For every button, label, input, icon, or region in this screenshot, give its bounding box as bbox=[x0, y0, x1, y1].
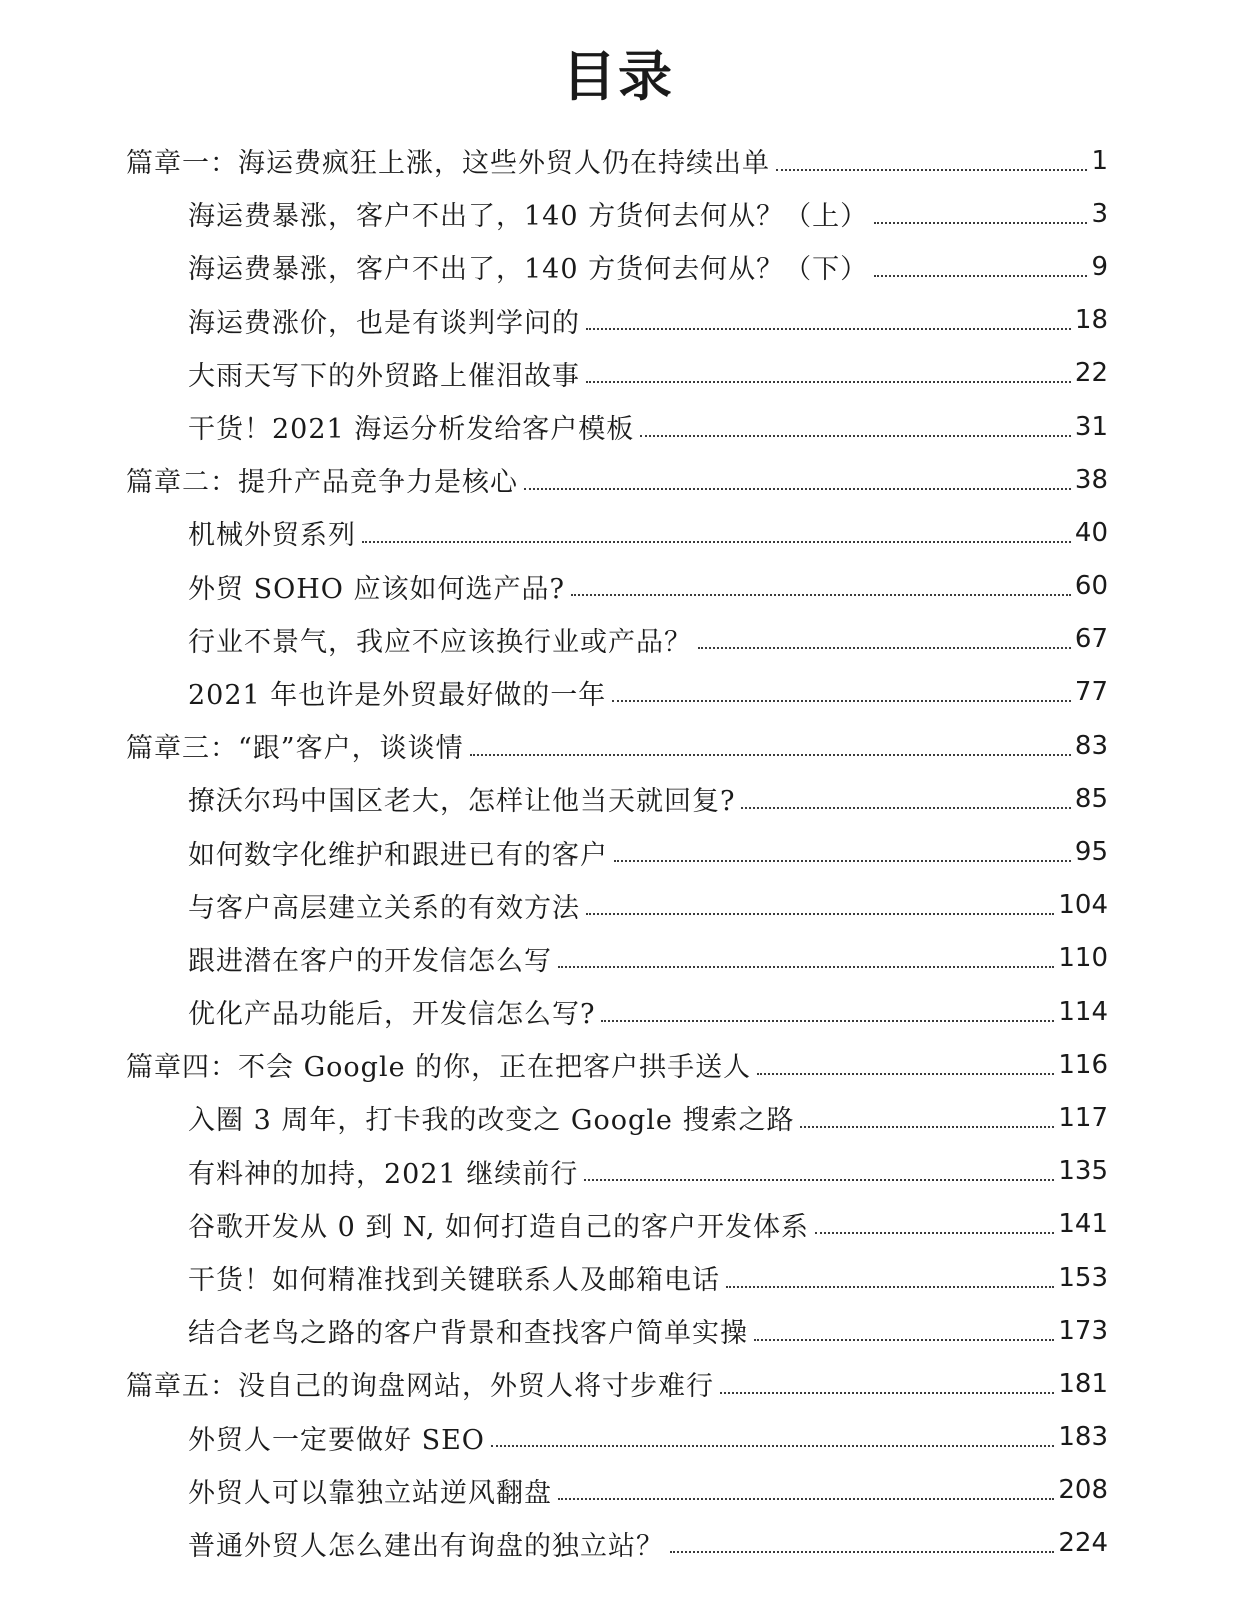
toc-entry-title: 篇章一：海运费疯狂上涨，这些外贸人仍在持续出单 bbox=[126, 148, 770, 180]
toc-page-number: 18 bbox=[1074, 305, 1108, 336]
toc-dot-leader bbox=[558, 966, 1054, 968]
toc-page-number: 3 bbox=[1091, 198, 1108, 229]
toc-chapter-entry[interactable] bbox=[0, 1357, 1236, 1410]
toc-entry-title: 谷歌开发从 0 到 N, 如何打造自己的客户开发体系 bbox=[188, 1211, 809, 1243]
toc-page-number: 9 bbox=[1091, 251, 1108, 282]
toc-entry-title: 机械外贸系列 bbox=[188, 520, 356, 552]
toc-page-number: 114 bbox=[1058, 996, 1108, 1027]
toc-entry-title: 外贸人一定要做好 SEO bbox=[188, 1424, 485, 1456]
toc-section-entry[interactable] bbox=[0, 1091, 1236, 1144]
toc-page-number: 60 bbox=[1074, 571, 1108, 602]
toc-section-entry[interactable] bbox=[0, 1304, 1236, 1357]
toc-section-entry[interactable] bbox=[0, 613, 1236, 666]
toc-entry-title: 普通外贸人怎么建出有询盘的独立站？ bbox=[188, 1530, 664, 1562]
toc-dot-leader bbox=[586, 913, 1054, 915]
toc-chapter-entry[interactable] bbox=[0, 719, 1236, 772]
toc-entry-title: 篇章三：“跟”客户，谈谈情 bbox=[126, 733, 464, 765]
toc-entry-title: 结合老鸟之路的客户背景和查找客户简单实操 bbox=[188, 1318, 748, 1350]
toc-dot-leader bbox=[874, 222, 1087, 224]
toc-dot-leader bbox=[815, 1232, 1054, 1234]
toc-page-number: 183 bbox=[1058, 1422, 1108, 1453]
toc-page-number: 95 bbox=[1074, 837, 1108, 868]
toc-section-entry[interactable] bbox=[0, 1198, 1236, 1251]
toc-section-entry[interactable] bbox=[0, 1464, 1236, 1517]
toc-page-number: 1 bbox=[1091, 145, 1108, 176]
toc-entry-title: 与客户高层建立关系的有效方法 bbox=[188, 892, 580, 924]
toc-entry-title: 入圈 3 周年，打卡我的改变之 Google 搜索之路 bbox=[188, 1105, 795, 1137]
toc-dot-leader bbox=[720, 1392, 1054, 1394]
toc-section-entry[interactable] bbox=[0, 985, 1236, 1038]
toc-entry-title: 干货！如何精准找到关键联系人及邮箱电话 bbox=[188, 1265, 720, 1297]
toc-entry-title: 外贸 SOHO 应该如何选产品? bbox=[188, 573, 565, 605]
toc-entry-title: 跟进潜在客户的开发信怎么写 bbox=[188, 945, 552, 977]
toc-section-entry[interactable] bbox=[0, 1251, 1236, 1304]
toc-dot-leader bbox=[558, 1498, 1054, 1500]
toc-entry-title: 2021 年也许是外贸最好做的一年 bbox=[188, 679, 607, 711]
toc-page-number: 40 bbox=[1074, 517, 1108, 548]
toc-section-entry[interactable] bbox=[0, 400, 1236, 453]
toc-dot-leader bbox=[584, 1179, 1054, 1181]
toc-page-number: 22 bbox=[1074, 358, 1108, 389]
toc-dot-leader bbox=[874, 275, 1087, 277]
toc-dot-leader bbox=[614, 860, 1071, 862]
toc-dot-leader bbox=[571, 594, 1071, 596]
toc-page-number: 38 bbox=[1074, 464, 1108, 495]
toc-page-number: 67 bbox=[1074, 624, 1108, 655]
toc-entry-title: 优化产品功能后，开发信怎么写? bbox=[188, 999, 596, 1031]
toc-dot-leader bbox=[670, 1551, 1054, 1553]
toc-entry-title: 有料神的加持，2021 继续前行 bbox=[188, 1158, 579, 1190]
toc-dot-leader bbox=[601, 1020, 1054, 1022]
toc-entry-title: 行业不景气，我应不应该换行业或产品？ bbox=[188, 626, 692, 658]
toc-entry-title: 撩沃尔玛中国区老大，怎样让他当天就回复? bbox=[188, 786, 736, 818]
toc-page-number: 85 bbox=[1074, 783, 1108, 814]
toc-entry-title: 如何数字化维护和跟进已有的客户 bbox=[188, 839, 608, 871]
toc-dot-leader bbox=[800, 1126, 1054, 1128]
toc-list bbox=[0, 134, 1236, 1570]
toc-dot-leader bbox=[754, 1339, 1054, 1341]
toc-dot-leader bbox=[612, 700, 1071, 702]
toc-entry-title: 海运费涨价，也是有谈判学问的 bbox=[188, 307, 580, 339]
toc-section-entry[interactable] bbox=[0, 506, 1236, 559]
toc-entry-title: 干货！2021 海运分析发给客户模板 bbox=[188, 414, 635, 446]
toc-page-number: 117 bbox=[1058, 1102, 1108, 1133]
toc-page-number: 141 bbox=[1058, 1209, 1108, 1240]
toc-dot-leader bbox=[776, 169, 1087, 171]
toc-dot-leader bbox=[757, 1073, 1054, 1075]
toc-chapter-entry[interactable] bbox=[0, 134, 1236, 187]
toc-page-number: 153 bbox=[1058, 1262, 1108, 1293]
toc-section-entry[interactable] bbox=[0, 347, 1236, 400]
toc-page-number: 135 bbox=[1058, 1156, 1108, 1187]
toc-section-entry[interactable] bbox=[0, 187, 1236, 240]
toc-section-entry[interactable] bbox=[0, 772, 1236, 825]
toc-page-number: 110 bbox=[1058, 943, 1108, 974]
toc-section-entry[interactable] bbox=[0, 1411, 1236, 1464]
page-title: 目录 bbox=[562, 45, 674, 108]
toc-dot-leader bbox=[362, 541, 1071, 543]
toc-dot-leader bbox=[470, 754, 1071, 756]
toc-page-number: 181 bbox=[1058, 1368, 1108, 1399]
toc-section-entry[interactable] bbox=[0, 240, 1236, 293]
toc-page-number: 83 bbox=[1074, 730, 1108, 761]
toc-section-entry[interactable] bbox=[0, 932, 1236, 985]
toc-section-entry[interactable] bbox=[0, 825, 1236, 878]
toc-page-number: 208 bbox=[1058, 1475, 1108, 1506]
toc-section-entry[interactable] bbox=[0, 294, 1236, 347]
toc-section-entry[interactable] bbox=[0, 879, 1236, 932]
toc-chapter-entry[interactable] bbox=[0, 453, 1236, 506]
toc-dot-leader bbox=[741, 807, 1070, 809]
toc-page-number: 77 bbox=[1074, 677, 1108, 708]
toc-dot-leader bbox=[586, 328, 1071, 330]
toc-entry-title: 篇章四：不会 Google 的你，正在把客户拱手送人 bbox=[126, 1052, 752, 1084]
toc-entry-title: 海运费暴涨，客户不出了，140 方货何去何从？（下） bbox=[188, 254, 869, 286]
toc-entry-title: 海运费暴涨，客户不出了，140 方货何去何从？（上） bbox=[188, 201, 869, 233]
toc-section-entry[interactable] bbox=[0, 1145, 1236, 1198]
toc-dot-leader bbox=[698, 647, 1071, 649]
toc-entry-title: 大雨天写下的外贸路上催泪故事 bbox=[188, 360, 580, 392]
toc-dot-leader bbox=[491, 1445, 1054, 1447]
toc-page-number: 104 bbox=[1058, 890, 1108, 921]
toc-chapter-entry[interactable] bbox=[0, 1038, 1236, 1091]
toc-section-entry[interactable] bbox=[0, 1517, 1236, 1570]
toc-page-number: 224 bbox=[1058, 1528, 1108, 1559]
toc-section-entry[interactable] bbox=[0, 560, 1236, 613]
toc-dot-leader bbox=[524, 488, 1071, 490]
toc-page-number: 116 bbox=[1058, 1049, 1108, 1080]
toc-section-entry[interactable] bbox=[0, 666, 1236, 719]
toc-dot-leader bbox=[640, 435, 1071, 437]
toc-dot-leader bbox=[586, 381, 1071, 383]
toc-page-number: 173 bbox=[1058, 1315, 1108, 1346]
toc-entry-title: 外贸人可以靠独立站逆风翻盘 bbox=[188, 1477, 552, 1509]
toc-entry-title: 篇章二：提升产品竞争力是核心 bbox=[126, 467, 518, 499]
toc-entry-title: 篇章五：没自己的询盘网站，外贸人将寸步难行 bbox=[126, 1371, 714, 1403]
toc-page-number: 31 bbox=[1074, 411, 1108, 442]
toc-dot-leader bbox=[726, 1286, 1054, 1288]
